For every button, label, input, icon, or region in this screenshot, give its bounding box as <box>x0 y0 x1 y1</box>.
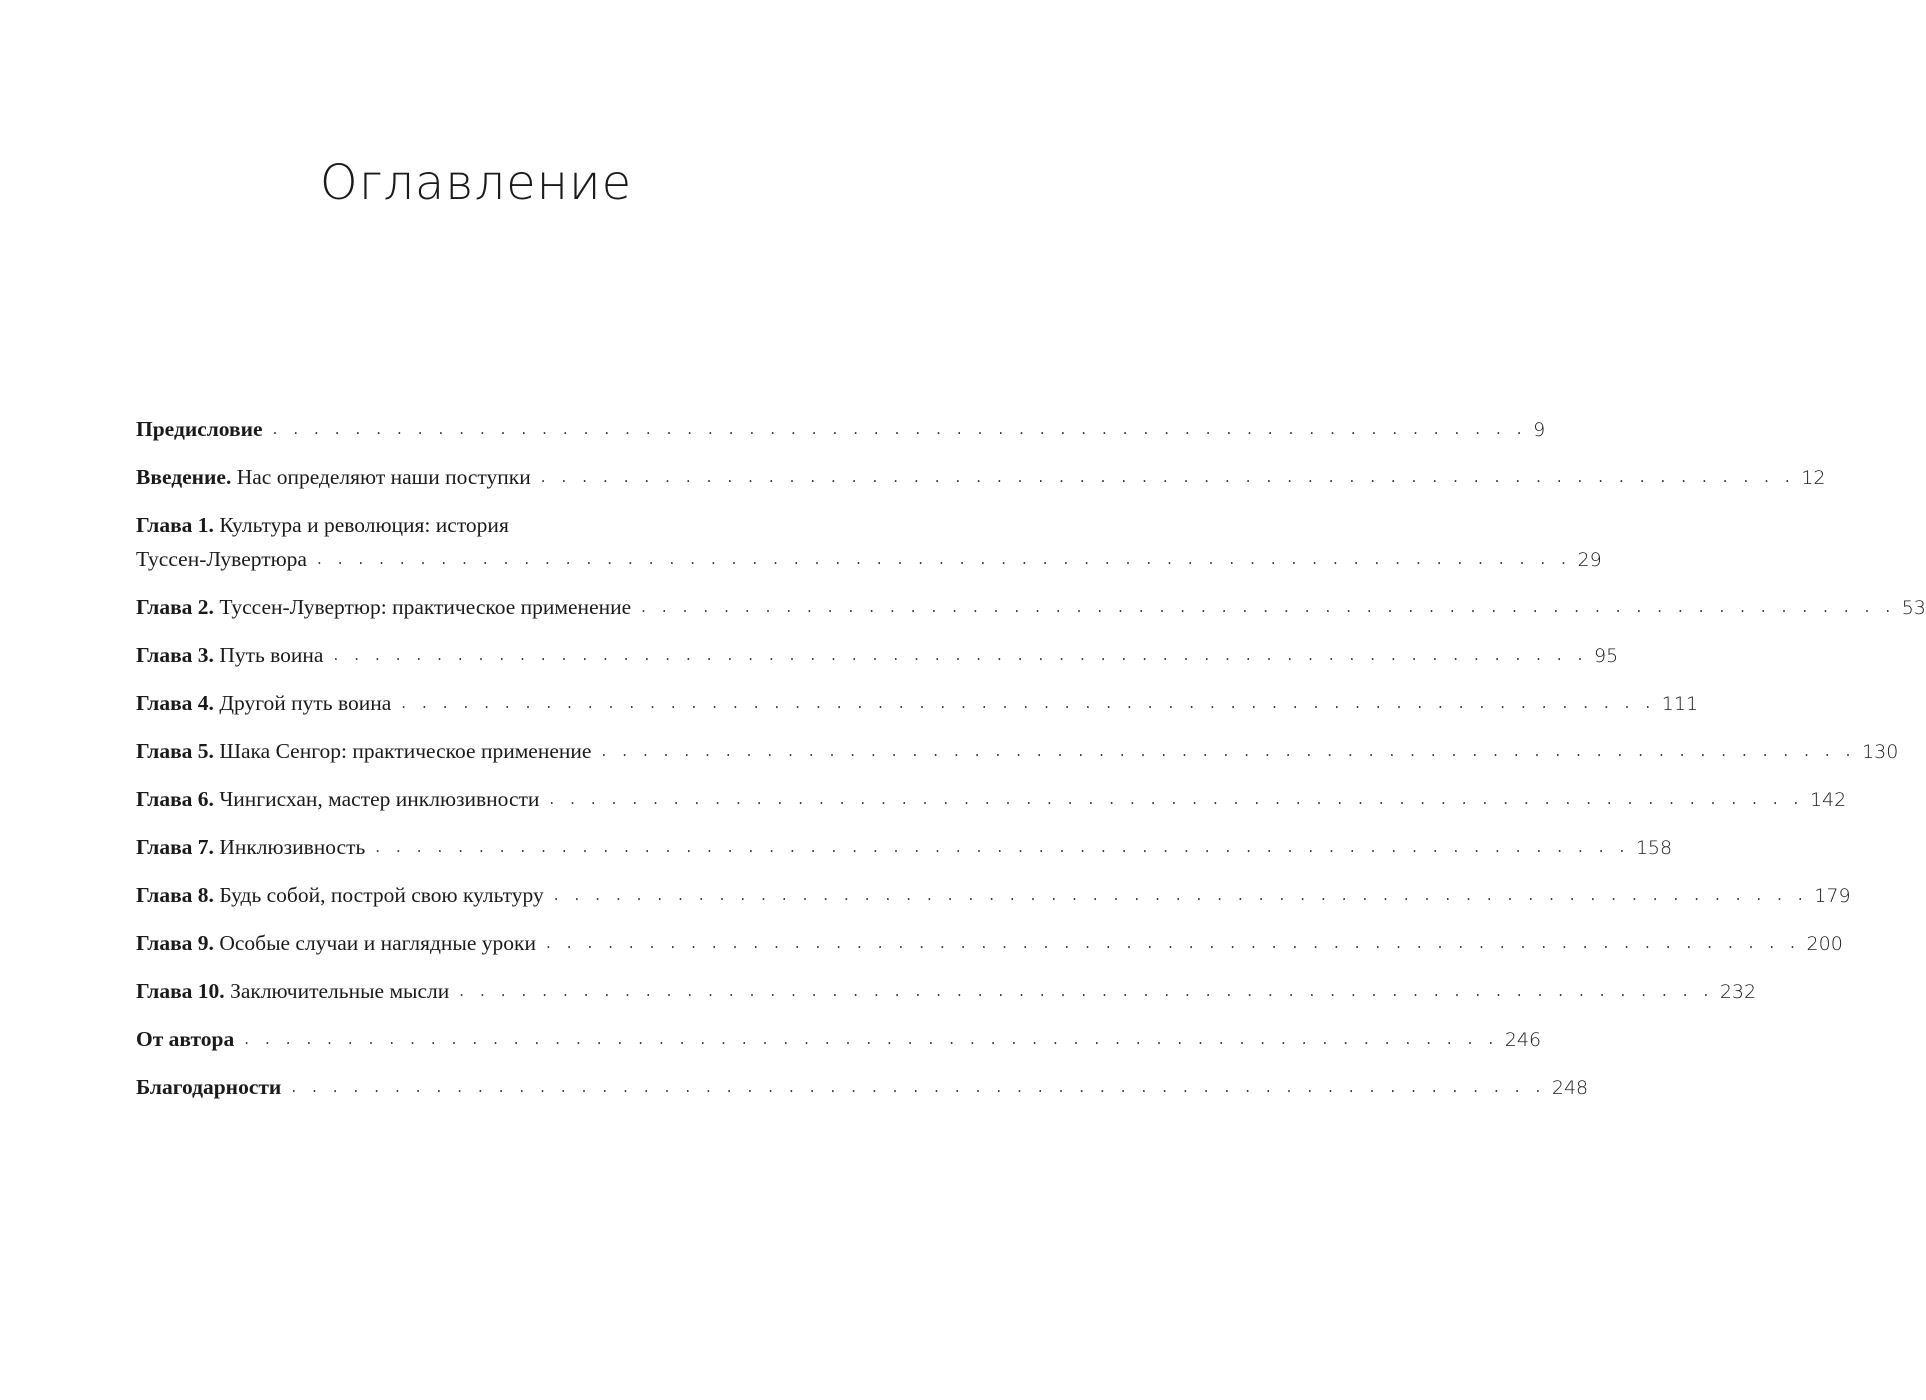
toc-page-number: 130 <box>1862 741 1899 763</box>
toc-entry-chapter-8[interactable] <box>136 878 1851 912</box>
dot-leader: . . . . . . . . . . . . . . . . . . . . . . . . . . . . . . . . . . . . . . . . . . . . . . . . . . . . . . . . . . . . . <box>540 468 1796 486</box>
dot-leader: . . . . . . . . . . . . . . . . . . . . . . . . . . . . . . . . . . . . . . . . . . . . . . . . . . . . . . . . . . . . . <box>549 790 1804 808</box>
toc-entry-chapter-9[interactable] <box>136 926 1843 960</box>
toc-page-number: 9 <box>1533 419 1546 441</box>
toc-page-number: 95 <box>1594 645 1619 667</box>
dot-leader: . . . . . . . . . . . . . . . . . . . . . . . . . . . . . . . . . . . . . . . . . . . . . . . . . . . . . . . . . . . . . <box>272 420 1528 438</box>
dot-leader: . . . . . . . . . . . . . . . . . . . . . . . . . . . . . . . . . . . . . . . . . . . . . . . . . . . . . . . . . . . . . <box>641 598 1896 616</box>
toc-entry-chapter-3[interactable] <box>136 638 1619 672</box>
toc-entry-label: От автора <box>136 1027 235 1051</box>
toc-page-number: 200 <box>1806 933 1843 955</box>
dot-leader: . . . . . . . . . . . . . . . . . . . . . . . . . . . . . . . . . . . . . . . . . . . . . . . . . . . . . . . . . . . . . <box>545 934 1801 952</box>
toc-entry-introduction[interactable] <box>136 460 1826 494</box>
dot-leader: . . . . . . . . . . . . . . . . . . . . . . . . . . . . . . . . . . . . . . . . . . . . . . . . . . . . . . . . . . . . . <box>401 694 1656 712</box>
toc-entry-label-continued: Туссен-Лувертюра <box>136 547 307 571</box>
toc-entry-chapter-4[interactable] <box>136 686 1699 720</box>
dot-leader: . . . . . . . . . . . . . . . . . . . . . . . . . . . . . . . . . . . . . . . . . . . . . . . . . . . . . . . . . . . . . <box>601 742 1857 760</box>
toc-page-number: 158 <box>1635 837 1673 859</box>
toc-entry-preface[interactable] <box>136 412 1546 446</box>
dot-leader: . . . . . . . . . . . . . . . . . . . . . . . . . . . . . . . . . . . . . . . . . . . . . . . . . . . . . . . . . . . . . <box>459 982 1714 1000</box>
toc-page-number: 111 <box>1661 693 1699 715</box>
toc-entry-label: Введение. Нас определяют наши поступки <box>136 465 531 489</box>
toc-entry-chapter-7[interactable] <box>136 830 1673 864</box>
toc-page-number: 179 <box>1814 885 1851 907</box>
toc-entry-from-author[interactable] <box>136 1022 1542 1056</box>
dot-leader: . . . . . . . . . . . . . . . . . . . . . . . . . . . . . . . . . . . . . . . . . . . . . . . . . . . . . . . . . . . . . <box>333 646 1589 664</box>
toc-entry-acknowledgements[interactable] <box>136 1070 1589 1104</box>
toc-entry-label: Глава 2. Туссен-Лувертюр: практическое применение <box>136 595 632 619</box>
dot-leader: . . . . . . . . . . . . . . . . . . . . . . . . . . . . . . . . . . . . . . . . . . . . . . . . . . . . . . . . . . . . . <box>553 886 1809 904</box>
toc-entry-label: Глава 7. Инклюзивность <box>136 835 366 859</box>
toc-entry-label: Глава 3. Путь воина <box>136 643 324 667</box>
toc-entry-label: Благодарности <box>136 1075 282 1099</box>
toc-entry-chapter-6[interactable] <box>136 782 1847 816</box>
toc-entry-label: Глава 8. Будь собой, построй свою культуру <box>136 883 544 907</box>
dot-leader: . . . . . . . . . . . . . . . . . . . . . . . . . . . . . . . . . . . . . . . . . . . . . . . . . . . . . . . . . . . . . <box>375 838 1630 856</box>
dot-leader: . . . . . . . . . . . . . . . . . . . . . . . . . . . . . . . . . . . . . . . . . . . . . . . . . . . . . . . . . . . . . <box>291 1078 1546 1096</box>
toc-page-number: 232 <box>1719 981 1757 1003</box>
toc-page-number: 12 <box>1801 467 1826 489</box>
toc-page-number: 29 <box>1577 549 1602 571</box>
page-title: Оглавление <box>319 155 633 211</box>
toc-page-number: 248 <box>1551 1077 1589 1099</box>
dot-leader: . . . . . . . . . . . . . . . . . . . . . . . . . . . . . . . . . . . . . . . . . . . . . . . . . . . . . . . . . . . . . <box>316 550 1572 568</box>
toc-page-number: 142 <box>1809 789 1847 811</box>
toc-page-number: 53 <box>1901 597 1926 619</box>
toc-entry-chapter-1[interactable] <box>136 508 1602 576</box>
toc-entry-chapter-5[interactable] <box>136 734 1899 768</box>
table-of-contents <box>136 412 1926 1118</box>
toc-page-number: 246 <box>1504 1029 1542 1051</box>
toc-entry-label: Глава 10. Заключительные мысли <box>136 979 450 1003</box>
toc-entry-label: Предисловие <box>136 417 263 441</box>
toc-entry-label: Глава 4. Другой путь воина <box>136 691 392 715</box>
toc-entry-label: Глава 1. Культура и революция: история <box>136 513 509 537</box>
dot-leader: . . . . . . . . . . . . . . . . . . . . . . . . . . . . . . . . . . . . . . . . . . . . . . . . . . . . . . . . . . . . . <box>244 1030 1499 1048</box>
toc-entry-chapter-10[interactable] <box>136 974 1757 1008</box>
toc-entry-label: Глава 5. Шака Сенгор: практическое применение <box>136 739 592 763</box>
toc-entry-chapter-2[interactable] <box>136 590 1926 624</box>
toc-entry-label: Глава 6. Чингисхан, мастер инклюзивности <box>136 787 540 811</box>
toc-entry-label: Глава 9. Особые случаи и наглядные уроки <box>136 931 536 955</box>
